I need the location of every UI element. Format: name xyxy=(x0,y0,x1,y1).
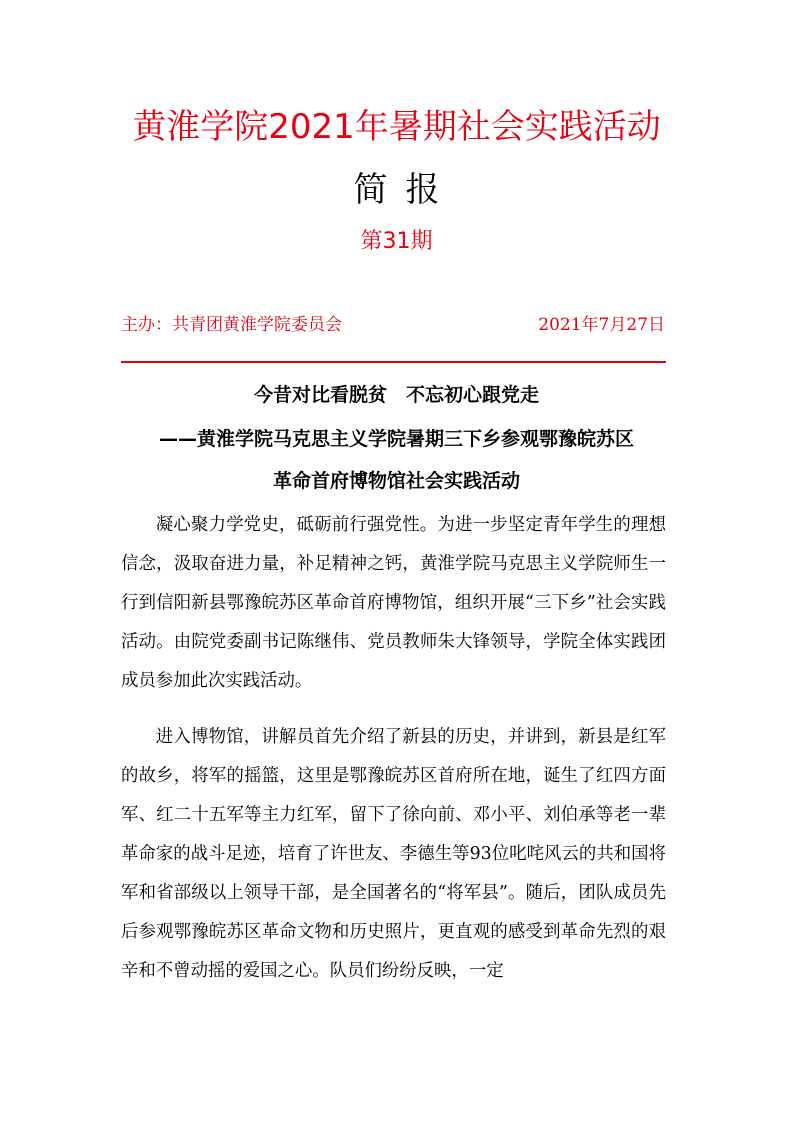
issue-number: 第31期 xyxy=(360,229,433,254)
body-paragraph: 凝心聚力学党史，砥砺前行强党性。为进一步坚定青年学生的理想信念，汲取奋进力量，补足精神之钙，黄淮学院马克思主义学院师生一行到信阳新县鄂豫皖苏区革命首府博物馆，组织开展“三下乡”社会实践活动。由院党委副书记陈继伟、党员教师朱大锋领导，学院全体实践团成员参加此次实践活动。 xyxy=(121,515,666,691)
publish-date: 2021年7月27日 xyxy=(538,315,665,335)
header-divider xyxy=(121,361,666,363)
body-paragraph: 进入博物馆，讲解员首先介绍了新县的历史，并讲到，新县是红军的故乡，将军的摇篮，这里是鄂豫皖苏区首府所在地，诞生了红四方面军、红二十五军等主力红军，留下了徐向前、邓小平、刘伯承等老一辈革命家的战斗足迹，培育了许世友、李德生等93位叱咤风云的共和国将军和省部级以上领导干部，是全国著名的“将军县”。随后，团队成员先后参观鄂豫皖苏区革命文物和历史照片，更直观的感受到革命先烈的艰辛和不曾动摇的爱国之心。队员们纷纷反映，一定 xyxy=(121,727,666,981)
article-headline: 今昔对比看脱贫 不忘初心跟党走 xyxy=(253,384,539,406)
bulletin-title: 黄淮学院2021年暑期社会实践活动 xyxy=(132,107,661,147)
bulletin-subtitle: 简报 xyxy=(353,170,458,210)
article-subheadline-continued: 革命首府博物馆社会实践活动 xyxy=(272,470,520,492)
article-subheadline: ——黄淮学院马克思主义学院暑期三下乡参观鄂豫皖苏区 xyxy=(158,428,634,450)
organizer-line: 主办：共青团黄淮学院委员会 xyxy=(121,315,342,335)
